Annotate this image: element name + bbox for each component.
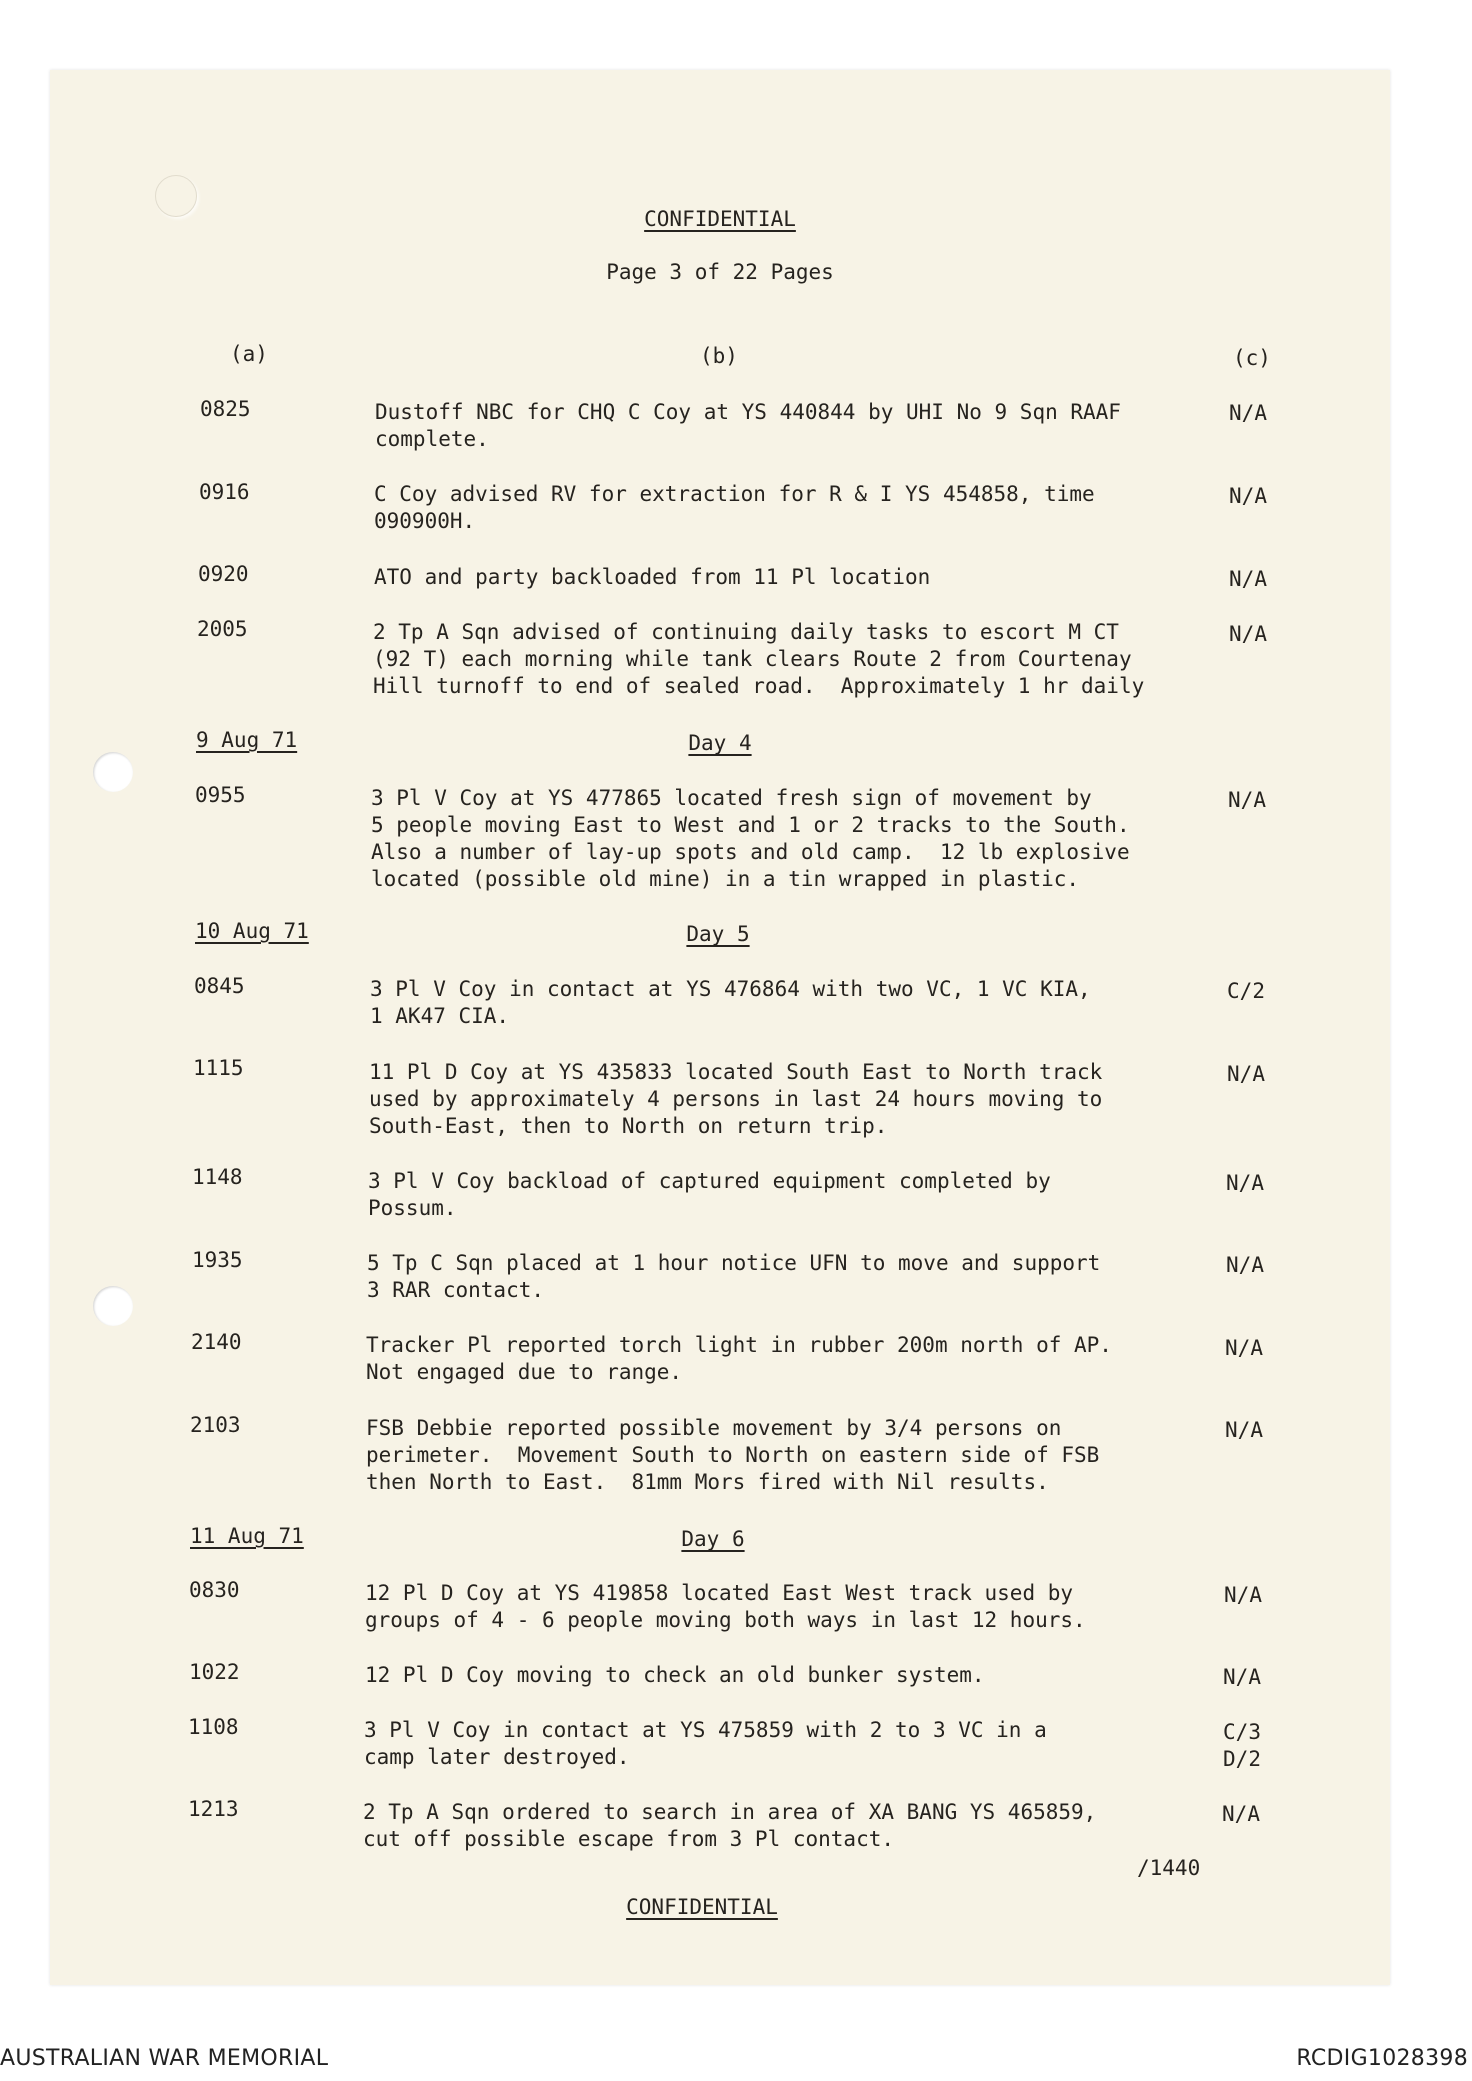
entry-code: N/A [1225, 1418, 1263, 1442]
entry-time: 1935 [192, 1248, 243, 1272]
continuation-marker: /1440 [1137, 1856, 1201, 1880]
entry-time: 2140 [191, 1330, 242, 1354]
day-date: 11 Aug 71 [190, 1524, 304, 1548]
column-header-c: (c) [1233, 346, 1271, 370]
entry-time: 1115 [193, 1056, 244, 1080]
entry-code: N/A [1226, 1253, 1264, 1277]
entry-text: 3 Pl V Coy in contact at YS 475859 with 2 to 3 VC in a camp later destroyed. [364, 1718, 1047, 1769]
column-header-b: (b) [700, 344, 738, 368]
day-date: 9 Aug 71 [196, 728, 298, 752]
entry-text: FSB Debbie reported possible movement by 3/4 persons on perimeter. Movement South to North on eastern side of FSB then North to East. 81mm Mors fired with Nil results. [366, 1416, 1100, 1494]
entry-code: N/A [1223, 1665, 1261, 1689]
day-label: Day 5 [686, 922, 750, 946]
day-date: 10 Aug 71 [195, 919, 309, 943]
punch-hole-upper [93, 752, 133, 792]
entry-code: N/A [1226, 1171, 1264, 1195]
page-info: Page 3 of 22 Pages [606, 260, 834, 284]
day-label: Day 6 [681, 1527, 745, 1551]
entry-text: C Coy advised RV for extraction for R & I YS 454858, time 090900H. [374, 482, 1095, 533]
header-classification: CONFIDENTIAL [644, 207, 796, 231]
column-header-a: (a) [230, 342, 268, 366]
day-label: Day 4 [688, 731, 752, 755]
entry-time: 0830 [189, 1578, 240, 1602]
entry-time: 0920 [198, 562, 249, 586]
entry-code: N/A [1225, 1336, 1263, 1360]
entry-time: 0845 [194, 974, 245, 998]
archive-source-right: RCDIG1028398 [1296, 2046, 1468, 2071]
entry-code: N/A [1229, 401, 1267, 425]
entry-text: 12 Pl D Coy at YS 419858 located East West track used by groups of 4 - 6 people moving both ways in last 12 hours. [365, 1581, 1086, 1632]
entry-code: N/A [1229, 484, 1267, 508]
entry-text: 11 Pl D Coy at YS 435833 located South East to North track used by approximately 4 persons in last 24 hours moving to South-East, then to North on return trip. [369, 1060, 1103, 1138]
entry-code: N/A [1222, 1802, 1260, 1826]
entry-time: 0825 [200, 397, 251, 421]
entry-text: Tracker Pl reported torch light in rubber 200m north of AP. Not engaged due to range. [366, 1333, 1112, 1384]
entry-code: N/A [1229, 622, 1267, 646]
entry-text: ATO and party backloaded from 11 Pl location [374, 565, 931, 589]
entry-time: 2103 [190, 1413, 241, 1437]
entry-code: N/A [1224, 1583, 1262, 1607]
entry-time: 2005 [197, 617, 248, 641]
entry-text: 2 Tp A Sqn ordered to search in area of XA BANG YS 465859, cut off possible escape from 3 Pl contact. [363, 1800, 1097, 1851]
entry-code: N/A [1227, 1062, 1265, 1086]
entry-time: 0916 [199, 480, 250, 504]
entry-code: C/2 [1227, 979, 1265, 1003]
entry-text: Dustoff NBC for CHQ C Coy at YS 440844 by UHI No 9 Sqn RAAF complete. [375, 400, 1121, 451]
entry-text: 5 Tp C Sqn placed at 1 hour notice UFN to move and support 3 RAR contact. [367, 1251, 1101, 1302]
entry-time: 1213 [188, 1797, 239, 1821]
archive-source-left: AUSTRALIAN WAR MEMORIAL [0, 2046, 329, 2071]
entry-text: 12 Pl D Coy moving to check an old bunker system. [365, 1663, 985, 1687]
footer-classification: CONFIDENTIAL [626, 1895, 778, 1919]
entry-code: N/A [1229, 567, 1267, 591]
entry-text: 2 Tp A Sqn advised of continuing daily tasks to escort M CT (92 T) each morning while tank clears Route 2 from Courtenay Hill turnoff to end of sealed road. Approximately 1 hr daily [373, 620, 1145, 698]
entry-time: 1108 [188, 1715, 239, 1739]
embossed-stamp-mark [155, 175, 197, 217]
entry-time: 0955 [195, 783, 246, 807]
entry-code: C/3 D/2 [1223, 1720, 1261, 1771]
entry-code: N/A [1228, 788, 1266, 812]
punch-hole-lower [93, 1286, 133, 1326]
entry-time: 1148 [192, 1165, 243, 1189]
entry-text: 3 Pl V Coy backload of captured equipment completed by Possum. [368, 1169, 1051, 1220]
entry-time: 1022 [189, 1660, 240, 1684]
entry-text: 3 Pl V Coy at YS 477865 located fresh sign of movement by 5 people moving East to West and 1 or 2 tracks to the South. Also a number of lay-up spots and old camp. 12 lb explosive located (possible old mine) in a tin wrapped in plastic. [371, 786, 1130, 891]
entry-text: 3 Pl V Coy in contact at YS 476864 with two VC, 1 VC KIA, 1 AK47 CIA. [370, 977, 1091, 1028]
